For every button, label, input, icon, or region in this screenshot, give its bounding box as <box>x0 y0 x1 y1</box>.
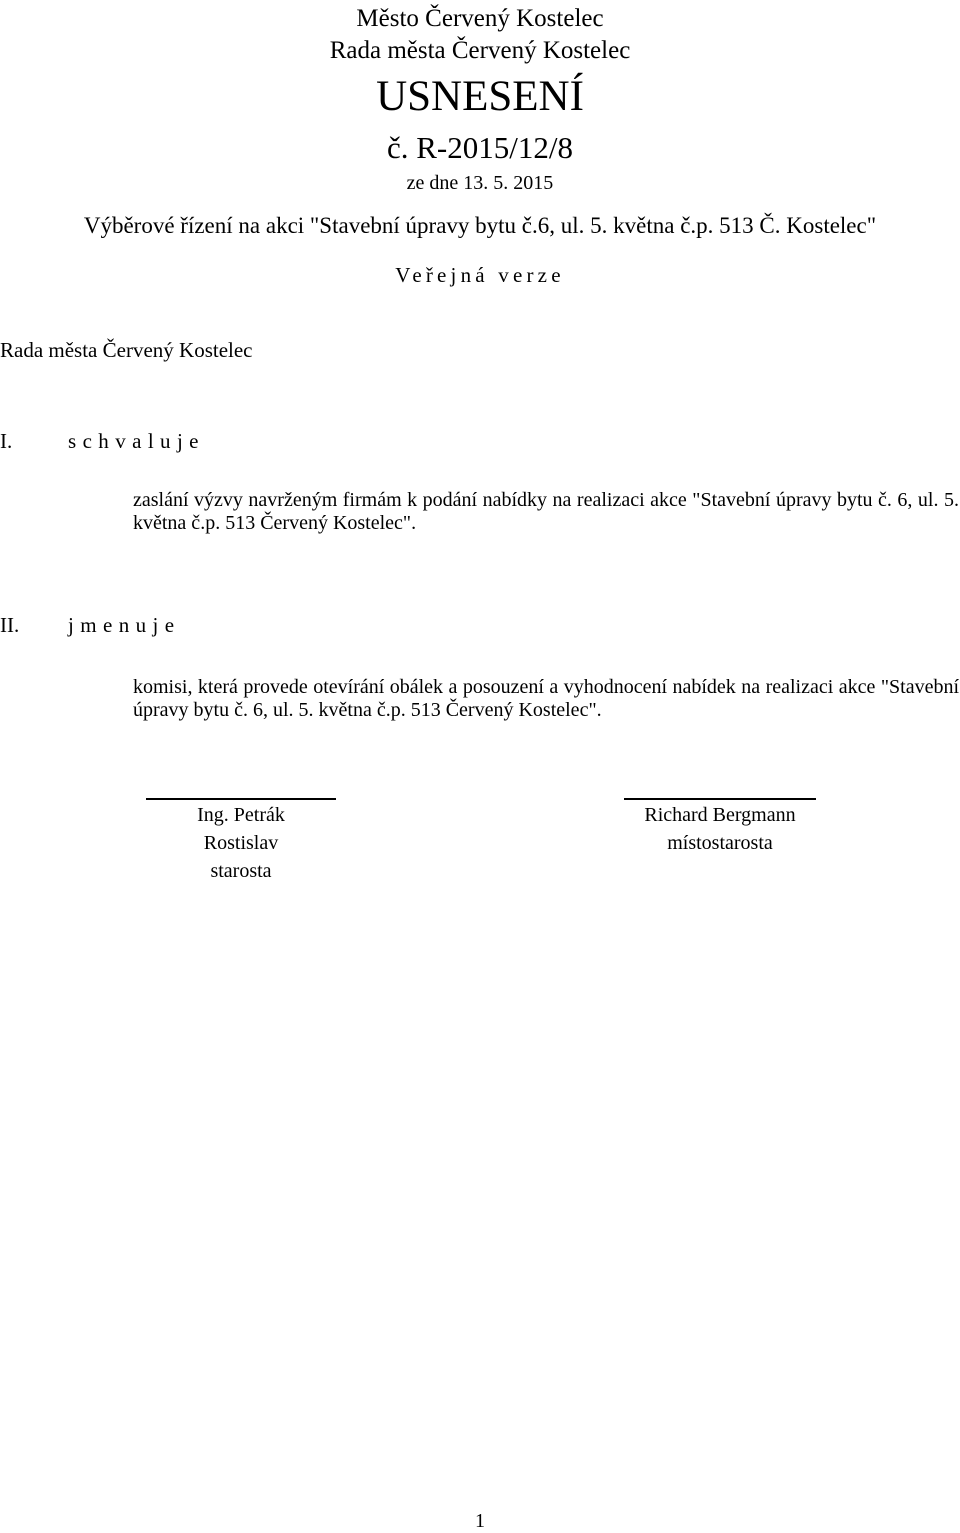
signature-line-mayor <box>146 798 336 800</box>
section-2-number: II. <box>0 613 20 637</box>
signatory-name: Ing. Petrák <box>197 804 285 826</box>
issuing-body: Rada města Červený Kostelec <box>0 338 253 362</box>
signature-line-deputy-mayor <box>624 798 816 800</box>
signatory-name-continued: Rostislav <box>203 832 279 854</box>
signatory-role: místostarosta <box>667 832 773 854</box>
resolution-date: ze dne 13. 5. 2015 <box>406 172 554 194</box>
section-1-number: I. <box>0 429 13 453</box>
section-2-verb: jmenuje <box>68 613 181 637</box>
document-title: USNESENÍ <box>376 73 584 120</box>
city-name: Město Červený Kostelec <box>356 5 604 32</box>
signature-block-mayor <box>146 801 336 885</box>
resolution-number: č. R-2015/12/8 <box>387 130 573 165</box>
section-1-verb: schvaluje <box>68 429 205 453</box>
page-number: 1 <box>475 1510 485 1532</box>
section-2-text: komisi, která provede otevírání obálek a posouzení a vyhodnocení nabídek na realizaci akce "Stavební úpravy bytu č. 6, ul. 5. května č.p. 513 Červený Kostelec". <box>133 676 959 721</box>
resolution-subject: Výběrové řízení na akci "Stavební úpravy bytu č.6, ul. 5. května č.p. 513 Č. Kostelec" <box>83 213 877 238</box>
version-label: Veřejná verze <box>395 263 565 287</box>
section-1-text: zaslání výzvy navrženým firmám k podání nabídky na realizaci akce "Stavební úpravy bytu č. 6, ul. 5. května č.p. 513 Červený Kostelec". <box>133 489 959 534</box>
signatory-name: Richard Bergmann <box>644 804 796 826</box>
signature-block-deputy-mayor <box>620 801 820 857</box>
signatory-role: starosta <box>210 860 272 882</box>
council-name: Rada města Červený Kostelec <box>329 37 631 64</box>
